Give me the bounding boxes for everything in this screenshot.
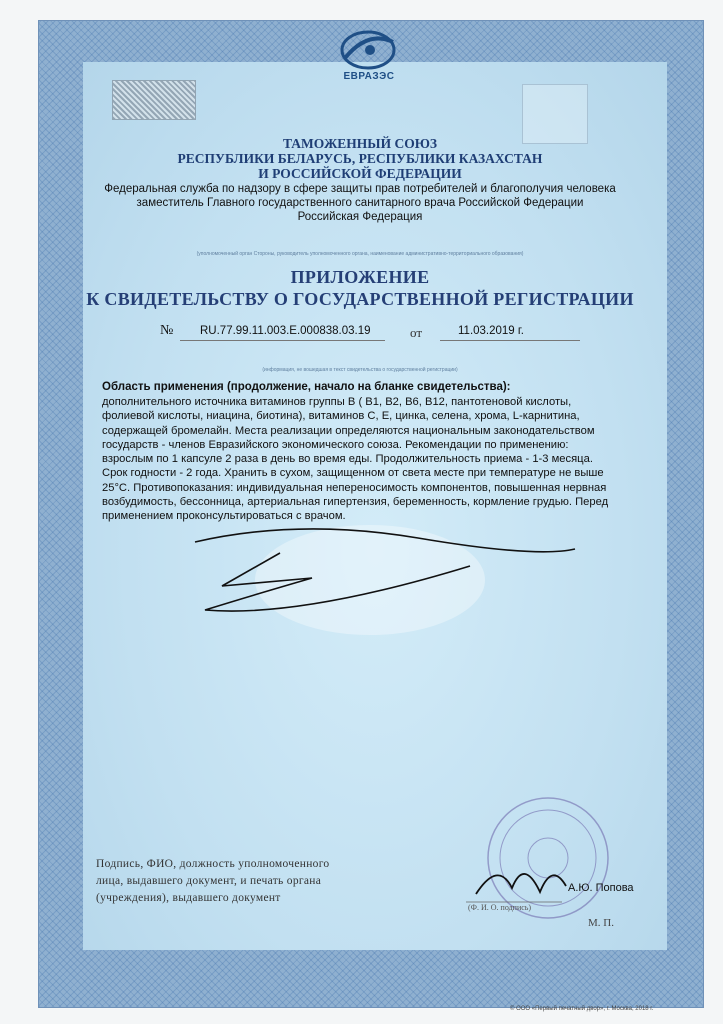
seal-place-label: М. П. <box>588 917 614 929</box>
union-title: ТАМОЖЕННЫЙ СОЮЗ <box>282 136 438 151</box>
registration-row <box>160 323 600 343</box>
official-stamp-icon <box>488 798 608 918</box>
underline <box>180 340 385 341</box>
registration-caption: (информация, не вошедшая в текст свидетельства о государственной регистрации) <box>262 367 458 373</box>
authority-line: Российская Федерация <box>297 211 423 223</box>
authority-line: заместитель Главного государственного санитарного врача Российской Федерации <box>136 197 584 209</box>
date-label: от <box>410 325 423 340</box>
qr-code <box>112 80 196 120</box>
logo-text: ЕВРАЗЭС <box>343 71 395 82</box>
fio-caption: (Ф. И. О. подпись) <box>468 903 532 912</box>
underline <box>440 340 580 341</box>
registration-number: RU.77.99.11.003.Е.000838.03.19 <box>200 325 371 337</box>
authority-line: Федеральная служба по надзору в сфере защиты прав потребителей и благополучия человека <box>104 183 616 195</box>
federation-line: И РОССИЙСКОЙ ФЕДЕРАЦИИ <box>258 166 462 181</box>
number-sign: № <box>160 323 174 338</box>
signer-signature-stroke <box>476 874 566 894</box>
scope-heading: Область применения (продолжение, начало на бланке свидетельства): <box>102 381 511 393</box>
hologram-area <box>522 84 588 144</box>
printer-footer: © ООО «Первый печатный двор», г. Москва, 2018 г. <box>510 1006 654 1012</box>
signature-label: Подпись, ФИО, должность уполномоченного лица, выдавшего документ, и печать органа (учреждения), выдавшего документ <box>96 858 330 904</box>
signer-name: А.Ю. Попова <box>568 882 634 894</box>
registration-date: 11.03.2019 г. <box>458 325 524 337</box>
document-subtitle: К СВИДЕТЕЛЬСТВУ О ГОСУДАРСТВЕННОЙ РЕГИСТРАЦИИ <box>86 289 634 309</box>
republics-line: РЕСПУБЛИКИ БЕЛАРУСЬ, РЕСПУБЛИКИ КАЗАХСТАН <box>177 151 543 166</box>
authority-caption: (уполномоченный орган Стороны, руководитель уполномоченного органа, наименование административно-территориального образования) <box>196 251 524 257</box>
document-title: ПРИЛОЖЕНИЕ <box>290 267 430 287</box>
eurasec-logo-icon <box>342 32 394 68</box>
scope-body: дополнительного источника витаминов группы В ( В1, В2, В6, В12, пантотеновой кислоты, фолиевой кислоты, ниацина, биотина), витаминов С, Е, цинка, селена, хрома, L-карнитина, содержащей бромелайн. Места реализации определяются национальным законодательством государств - членов Евразийского экономического союза. Рекомендации по применению: взрослым по 1 капсуле 2 раза в день во время еды. Продолжительность приема - 1-3 месяца. Срок годности - 2 года. Хранить в сухом, защищенном от света месте при температуре не выше 25°С. Противопоказания: индивидуальная непереносимость компонентов, повышенная нервная возбудимость, бессонница, артериальная гипертензия, беременность, кормление грудью. Перед применением проконсультироваться с врачом. <box>102 396 609 523</box>
